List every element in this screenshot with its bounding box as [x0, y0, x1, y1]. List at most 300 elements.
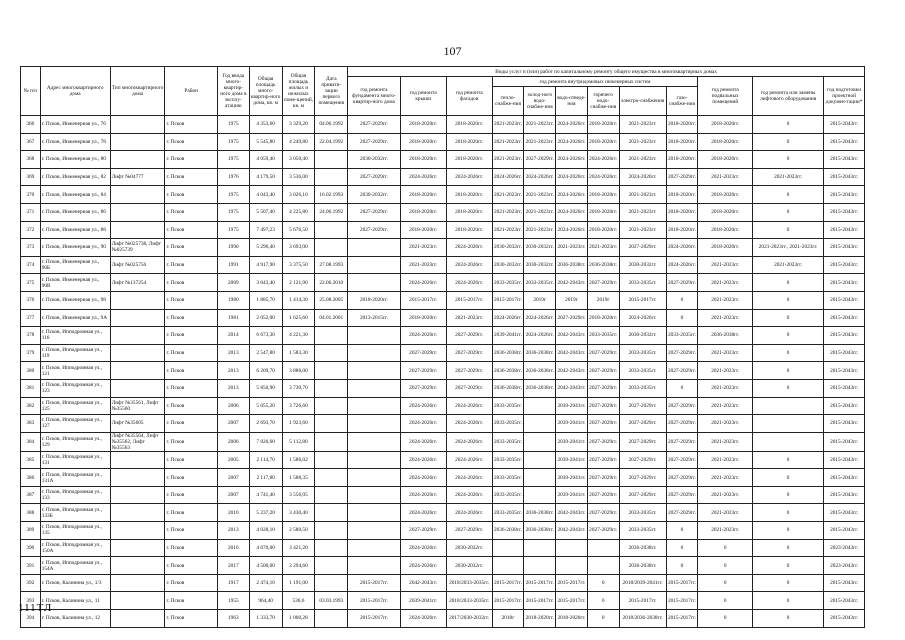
row-elevator: 0 [753, 522, 824, 540]
table-row [21, 309, 865, 327]
row-basement: 2021-2023гг. [698, 504, 753, 522]
row-heat: 2036-2038гг. [492, 379, 524, 397]
row-roof: 2027-2029гг. [400, 379, 446, 397]
row-living-area: 3 886,00 [282, 362, 315, 380]
row-address: г. Псков, Ипподромная ул., 119 [40, 344, 110, 362]
row-electric: 2018/2039-2041гг. [619, 574, 666, 592]
row-design-docs: 2015-2043гг. [824, 415, 865, 433]
row-num: 385 [21, 451, 41, 469]
row-num: 393 [21, 592, 41, 610]
row-year: 1975 [217, 221, 249, 239]
row-design-docs: 2015-2043гг. [824, 574, 865, 592]
row-address: г. Псков, Инженерная ул., 80 [40, 151, 110, 169]
row-gas: 2027-2029гг. [666, 486, 698, 504]
row-roof: 2018-2020гг. [400, 151, 446, 169]
row-hot-water: 2027-2029гг. [587, 379, 619, 397]
row-lift [110, 504, 165, 522]
row-address: г. Псков, Инженерная ул., 90В [40, 274, 110, 292]
row-lift [110, 327, 165, 345]
row-electric: 2030-2032гг. [619, 327, 666, 345]
row-district: г. Псков [165, 557, 218, 575]
row-heat: 2036-2038гг. [492, 522, 524, 540]
header-basement: год ремонта подвальных помещений [698, 77, 753, 116]
row-district: г. Псков [165, 344, 218, 362]
row-design-docs: 2015-2043гг. [824, 203, 865, 221]
row-electric: 2033-2035гг. [619, 504, 666, 522]
row-roof: 2024-2026гг. [400, 327, 446, 345]
row-year: 1991 [217, 256, 249, 274]
row-electric: 2027-2029гг. [619, 451, 666, 469]
row-year: 1975 [217, 116, 249, 134]
row-district: г. Псков [165, 415, 218, 433]
row-roof: 2024-2026гг. [400, 397, 446, 415]
row-design-docs: 2015-2043гг. [824, 291, 865, 309]
row-electric: 2033-2035гг. [619, 274, 666, 292]
row-heat: 2033-2035гг. [492, 451, 524, 469]
row-living-area: 5 112,80 [282, 432, 315, 451]
row-facade: 2024-2026гг. [446, 397, 492, 415]
row-foundation [348, 469, 401, 487]
row-electric: 2027-2029гг. [619, 415, 666, 433]
row-foundation [348, 256, 401, 274]
row-sewer: 2039-2041гг. [556, 486, 588, 504]
table-row [21, 379, 865, 397]
row-total-area: 4 670,00 [249, 539, 282, 557]
row-heat: 2033-2035гг. [492, 486, 524, 504]
row-living-area: 4 221,30 [282, 327, 315, 345]
row-privatization-date [315, 432, 348, 451]
row-facade: 2018-2020гг. [446, 221, 492, 239]
header-cold-water: холод-ного водо-снабже-ния [524, 87, 556, 116]
footer-stamp: 111ТЛ [18, 602, 53, 614]
row-sewer: 2039-2041гг. [556, 415, 588, 433]
row-hot-water: 2027-2029гг. [587, 451, 619, 469]
row-living-area: 5 676,50 [282, 221, 315, 239]
row-cold-water: 2018-2020гг. [524, 610, 556, 628]
row-basement: 2018-2020гг. [698, 203, 753, 221]
row-address: г. Псков, Калинина ул., 11 [40, 592, 110, 610]
row-foundation: 2030-2032гг. [348, 186, 401, 204]
row-facade: 2030-2032гг. [446, 539, 492, 557]
row-roof: 2024-2026гг. [400, 486, 446, 504]
row-elevator: 0 [753, 469, 824, 487]
row-basement: 0 [698, 557, 753, 575]
table-row [21, 557, 865, 575]
row-heat [492, 539, 524, 557]
row-num: 376 [21, 291, 41, 309]
row-hot-water: 2024-2026гг. [587, 151, 619, 169]
row-roof: 2024-2026гг. [400, 557, 446, 575]
row-roof: 2024-2026гг. [400, 469, 446, 487]
row-elevator: 0 [753, 116, 824, 134]
row-num: 377 [21, 309, 41, 327]
row-address: г. Псков, Инженерная ул., 88 [40, 221, 110, 239]
row-roof: 2021-2023гг. [400, 256, 446, 274]
row-foundation [348, 522, 401, 540]
row-hot-water: 2018-2020гг. [587, 221, 619, 239]
header-engineering-group: год ремонта внутридомовых инженерных систем [492, 77, 698, 87]
row-sewer: 2027-2029гг. [556, 309, 588, 327]
row-facade: 2024-2026гг. [446, 486, 492, 504]
row-privatization-date [315, 327, 348, 345]
row-basement: 2021-2023гг. [698, 309, 753, 327]
row-facade: 2018/2033-2035гг. [446, 574, 492, 592]
row-sewer: 2024-2026гг. [556, 186, 588, 204]
row-electric: 2030-2032гг. [619, 256, 666, 274]
row-lift: Лифт №35561, Лифт №35560 [110, 397, 165, 415]
row-foundation [348, 539, 401, 557]
row-privatization-date [315, 397, 348, 415]
row-elevator: 0 [753, 274, 824, 292]
row-num: 374 [21, 256, 41, 274]
row-lift [110, 203, 165, 221]
row-cold-water: 2033-2035гг. [524, 274, 556, 292]
row-district: г. Псков [165, 574, 218, 592]
table-row [21, 116, 865, 134]
row-total-area: 2 114,70 [249, 451, 282, 469]
row-heat: 2015-2017гг. [492, 592, 524, 610]
row-basement: 2021-2023гг. [698, 522, 753, 540]
header-design-docs: год подготовки проектной докумен-тации* [824, 77, 865, 116]
row-hot-water: 2033-2035гг. [587, 327, 619, 345]
row-heat: 2033-2035гг. [492, 469, 524, 487]
row-hot-water: 2027-2029гг. [587, 397, 619, 415]
row-total-area: 5 296,40 [249, 239, 282, 257]
row-cold-water [524, 397, 556, 415]
row-basement: 0 [698, 574, 753, 592]
row-heat: 2024-2026гг. [492, 168, 524, 186]
row-hot-water: 2018-2020гг. [587, 203, 619, 221]
row-hot-water [587, 539, 619, 557]
row-design-docs: 2015-2043гг. [824, 274, 865, 292]
row-lift [110, 133, 165, 151]
row-living-area: 1 588,35 [282, 469, 315, 487]
row-foundation: 2027-2029гг. [348, 133, 401, 151]
header-works-group: Виды услуг и (или) работ по капитальному ремонту общего имущества в многоквартирных домах [348, 67, 865, 77]
row-elevator: 0 [753, 221, 824, 239]
row-num: 390 [21, 539, 41, 557]
row-lift [110, 486, 165, 504]
row-num: 381 [21, 379, 41, 397]
row-design-docs: 2015-2043гг. [824, 504, 865, 522]
row-facade: 2024-2026гг. [446, 168, 492, 186]
row-basement: 2021-2023гг. [698, 469, 753, 487]
row-foundation [348, 274, 401, 292]
row-district: г. Псков [165, 203, 218, 221]
row-district: г. Псков [165, 522, 218, 540]
row-facade: 2027-2029гг. [446, 327, 492, 345]
row-hot-water: 2027-2029гг. [587, 469, 619, 487]
row-hot-water: 2024-2026гг. [587, 168, 619, 186]
row-foundation [348, 344, 401, 362]
header-facade: год ремонта фасадов [446, 77, 492, 116]
row-sewer: 2024-2026гг. [556, 151, 588, 169]
row-privatization-date: 03.03.1993 [315, 592, 348, 610]
row-address: г. Псков, Ипподромная ул., 154А [40, 557, 110, 575]
row-gas: 2018-2020гг. [666, 116, 698, 134]
row-district: г. Псков [165, 291, 218, 309]
header-heat: тепло-снабже-ния [492, 87, 524, 116]
row-gas: 2027-2029гг. [666, 504, 698, 522]
row-elevator: 0 [753, 574, 824, 592]
row-lift [110, 574, 165, 592]
row-basement: 2021-2023гг. [698, 397, 753, 415]
row-total-area: 4 028,10 [249, 522, 282, 540]
row-heat [492, 557, 524, 575]
row-design-docs: 2015-2043гг. [824, 151, 865, 169]
row-heat: 2021-2023гг. [492, 151, 524, 169]
row-num: 375 [21, 274, 41, 292]
row-roof: 2018-2020гг. [400, 116, 446, 134]
row-elevator: 2021-2023гг. [753, 256, 824, 274]
row-total-area: 4 043,40 [249, 186, 282, 204]
row-total-area: 1 333,70 [249, 610, 282, 628]
row-total-area: 2 052,00 [249, 309, 282, 327]
row-total-area: 6 209,70 [249, 362, 282, 380]
row-privatization-date [315, 239, 348, 257]
row-elevator: 0 [753, 486, 824, 504]
row-basement: 2021-2023гг. [698, 362, 753, 380]
row-heat: 2024-2026гг. [492, 309, 524, 327]
row-facade: 2027-2029гг. [446, 362, 492, 380]
row-electric: 2018/2036-2038гг. [619, 610, 666, 628]
row-gas: 2018-2020гг. [666, 186, 698, 204]
row-roof: 2024-2026гг. [400, 610, 446, 628]
row-lift: Лифт №04777 [110, 168, 165, 186]
row-total-area: 5 545,80 [249, 133, 282, 151]
row-roof: 2024-2026гг. [400, 504, 446, 522]
row-num: 392 [21, 574, 41, 592]
row-address: г. Псков, Ипподромная ул., 131А [40, 469, 110, 487]
row-year: 2007 [217, 415, 249, 433]
row-heat: 2033-2035гг. [492, 504, 524, 522]
row-electric: 2027-2029гг. [619, 397, 666, 415]
row-living-area: 1 625,60 [282, 309, 315, 327]
table-row [21, 291, 865, 309]
table-row [21, 539, 865, 557]
row-heat: 2021-2023гг. [492, 203, 524, 221]
row-hot-water: 0 [587, 574, 619, 592]
row-living-area: 536,6 [282, 592, 315, 610]
row-sewer: 2042-2043гг. [556, 522, 588, 540]
row-gas: 2027-2029гг. [666, 344, 698, 362]
row-privatization-date: 04.01.2001 [315, 309, 348, 327]
row-electric: 2021-2023гг. [619, 221, 666, 239]
row-design-docs: 2015-2043гг. [824, 133, 865, 151]
row-hot-water: 2018-2020гг. [587, 186, 619, 204]
row-district: г. Псков [165, 362, 218, 380]
row-basement: 2021-2023гг. [698, 274, 753, 292]
row-privatization-date [315, 469, 348, 487]
row-privatization-date [315, 415, 348, 433]
row-address: г. Псков, Инженерная ул., 90 [40, 239, 110, 257]
row-year: 1975 [217, 133, 249, 151]
row-design-docs: 2015-2043гг. [824, 379, 865, 397]
row-elevator: 0 [753, 344, 824, 362]
row-facade: 2030-2032гг. [446, 557, 492, 575]
row-address: г. Псков, Ипподромная ул., 116 [40, 327, 110, 345]
row-cold-water: 2036-2038гг. [524, 362, 556, 380]
row-elevator: 0 [753, 610, 824, 628]
row-roof: 2024-2026гг. [400, 274, 446, 292]
row-sewer: 2019г [556, 291, 588, 309]
row-gas: 2018-2020гг. [666, 133, 698, 151]
row-basement: 0 [698, 539, 753, 557]
row-year: 2014 [217, 327, 249, 345]
row-cold-water [524, 451, 556, 469]
row-living-area: 2 580,50 [282, 522, 315, 540]
row-living-area: 3 536,00 [282, 168, 315, 186]
row-design-docs: 2015-2043гг. [824, 486, 865, 504]
row-num: 368 [21, 151, 41, 169]
row-design-docs: 2015-2043гг. [824, 397, 865, 415]
row-sewer: 2039-2041гг. [556, 451, 588, 469]
row-year: 1980 [217, 291, 249, 309]
table-row [21, 221, 865, 239]
row-facade: 2027-2029гг. [446, 379, 492, 397]
row-cold-water: 2024-2026гг. [524, 327, 556, 345]
row-district: г. Псков [165, 610, 218, 628]
row-foundation [348, 557, 401, 575]
row-basement: 2021-2023гг. [698, 432, 753, 451]
row-sewer: 2015-2017гг. [556, 574, 588, 592]
row-facade: 2024-2026гг. [446, 239, 492, 257]
row-year: 2010 [217, 504, 249, 522]
row-hot-water: 2027-2029гг. [587, 274, 619, 292]
header-foundation: год ремонта фундамента много-квартир-ного дома [348, 77, 401, 116]
table-row [21, 256, 865, 274]
row-basement: 2021-2023гг. [698, 451, 753, 469]
row-hot-water: 2027-2029гг. [587, 432, 619, 451]
row-cold-water: 2021-2023гг. [524, 116, 556, 134]
row-living-area: 3 294,60 [282, 557, 315, 575]
row-privatization-date: 22.04.1992 [315, 133, 348, 151]
table-row [21, 522, 865, 540]
row-year: 2013 [217, 362, 249, 380]
row-privatization-date [315, 168, 348, 186]
row-cold-water: 2021-2023гг. [524, 133, 556, 151]
row-year: 2013 [217, 344, 249, 362]
row-elevator: 0 [753, 309, 824, 327]
row-district: г. Псков [165, 451, 218, 469]
row-total-area: 4 500,00 [249, 557, 282, 575]
row-num: 379 [21, 344, 41, 362]
row-lift [110, 186, 165, 204]
row-gas: 2015-2017гг. [666, 574, 698, 592]
row-gas: 2027-2029гг. [666, 274, 698, 292]
row-address: г. Псков, Ипподромная ул., 131 [40, 451, 110, 469]
row-cold-water: 2027-2029гг. [524, 151, 556, 169]
row-district: г. Псков [165, 186, 218, 204]
row-district: г. Псков [165, 469, 218, 487]
row-year: 2007 [217, 486, 249, 504]
row-gas: 2027-2029гг. [666, 451, 698, 469]
row-elevator: 0 [753, 151, 824, 169]
row-lift: Лифт №35605 [110, 415, 165, 433]
row-elevator: 0 [753, 592, 824, 610]
row-cold-water: 2021-2023гг. [524, 203, 556, 221]
row-gas: 0 [666, 291, 698, 309]
row-hot-water: 2027-2029гг. [587, 504, 619, 522]
row-facade: 2024-2026гг. [446, 451, 492, 469]
row-lift [110, 451, 165, 469]
row-roof: 2018-2020гг. [400, 309, 446, 327]
capital-repair-table [20, 66, 865, 628]
header-roof: год ремонта крыши [400, 77, 446, 116]
row-design-docs: 2015-2043гг. [824, 116, 865, 134]
row-year: 2005 [217, 451, 249, 469]
row-heat: 2021-2023гг. [492, 133, 524, 151]
row-hot-water: 2018-2020гг. [587, 133, 619, 151]
row-basement: 2036-2038гг. [698, 327, 753, 345]
table-row [21, 151, 865, 169]
row-district: г. Псков [165, 592, 218, 610]
row-electric: 2021-2023гг. [619, 116, 666, 134]
row-total-area: 964,40 [249, 592, 282, 610]
row-total-area: 2 693,70 [249, 415, 282, 433]
row-heat: 2018г [492, 610, 524, 628]
row-hot-water: 2027-2029гг. [587, 344, 619, 362]
row-facade: 2024-2026гг. [446, 504, 492, 522]
row-year: 1963 [217, 610, 249, 628]
row-facade: 2027-2029гг. [446, 344, 492, 362]
row-privatization-date [315, 344, 348, 362]
row-sewer: 2042-2043гг. [556, 274, 588, 292]
row-heat: 2036-2038гг. [492, 362, 524, 380]
row-facade: 2018-2020гг. [446, 116, 492, 134]
row-foundation [348, 327, 401, 345]
row-roof: 2021-2023гг. [400, 239, 446, 257]
row-sewer: 2042-2043гг. [556, 504, 588, 522]
row-year: 1917 [217, 574, 249, 592]
row-cold-water: 2021-2023гг. [524, 186, 556, 204]
row-hot-water: 2036-2038гг. [587, 256, 619, 274]
header-total-area: Общая площадь много-квартир-ного дома, кв. м [249, 67, 282, 116]
row-address: г. Псков, Ипподромная ул., 133Б [40, 504, 110, 522]
header-sewer: водо-отведе-ния [556, 87, 588, 116]
row-district: г. Псков [165, 397, 218, 415]
row-gas: 2018-2020гг. [666, 221, 698, 239]
row-privatization-date [315, 504, 348, 522]
row-elevator: 0 [753, 362, 824, 380]
row-total-area: 2 474,10 [249, 574, 282, 592]
row-privatization-date: 25.08.2005 [315, 291, 348, 309]
row-district: г. Псков [165, 133, 218, 151]
row-address: г. Псков, Ипподромная ул., 123 [40, 379, 110, 397]
row-total-area: 2 117,80 [249, 469, 282, 487]
row-electric: 2027-2029гг. [619, 239, 666, 257]
row-num: 367 [21, 133, 41, 151]
row-facade: 2024-2026гг. [446, 469, 492, 487]
row-electric: 2021-2023гг. [619, 186, 666, 204]
row-gas: 2027-2029гг. [666, 362, 698, 380]
row-living-area: 1 586,02 [282, 451, 315, 469]
table-row [21, 451, 865, 469]
row-design-docs: 2015-2043гг. [824, 344, 865, 362]
row-living-area: 3 421,20 [282, 539, 315, 557]
row-elevator: 0 [753, 557, 824, 575]
row-living-area: 3 726,60 [282, 397, 315, 415]
row-living-area: 4 225,80 [282, 203, 315, 221]
row-heat: 2033-2035гг. [492, 274, 524, 292]
header-district: Район [165, 67, 218, 116]
row-address: г. Псков, Инженерная ул., 76 [40, 116, 110, 134]
row-total-area: 5 237,20 [249, 504, 282, 522]
table-row [21, 504, 865, 522]
row-roof: 2027-2029гг. [400, 522, 446, 540]
row-privatization-date: 22.06.2010 [315, 274, 348, 292]
row-cold-water: 2030-2032гг. [524, 256, 556, 274]
